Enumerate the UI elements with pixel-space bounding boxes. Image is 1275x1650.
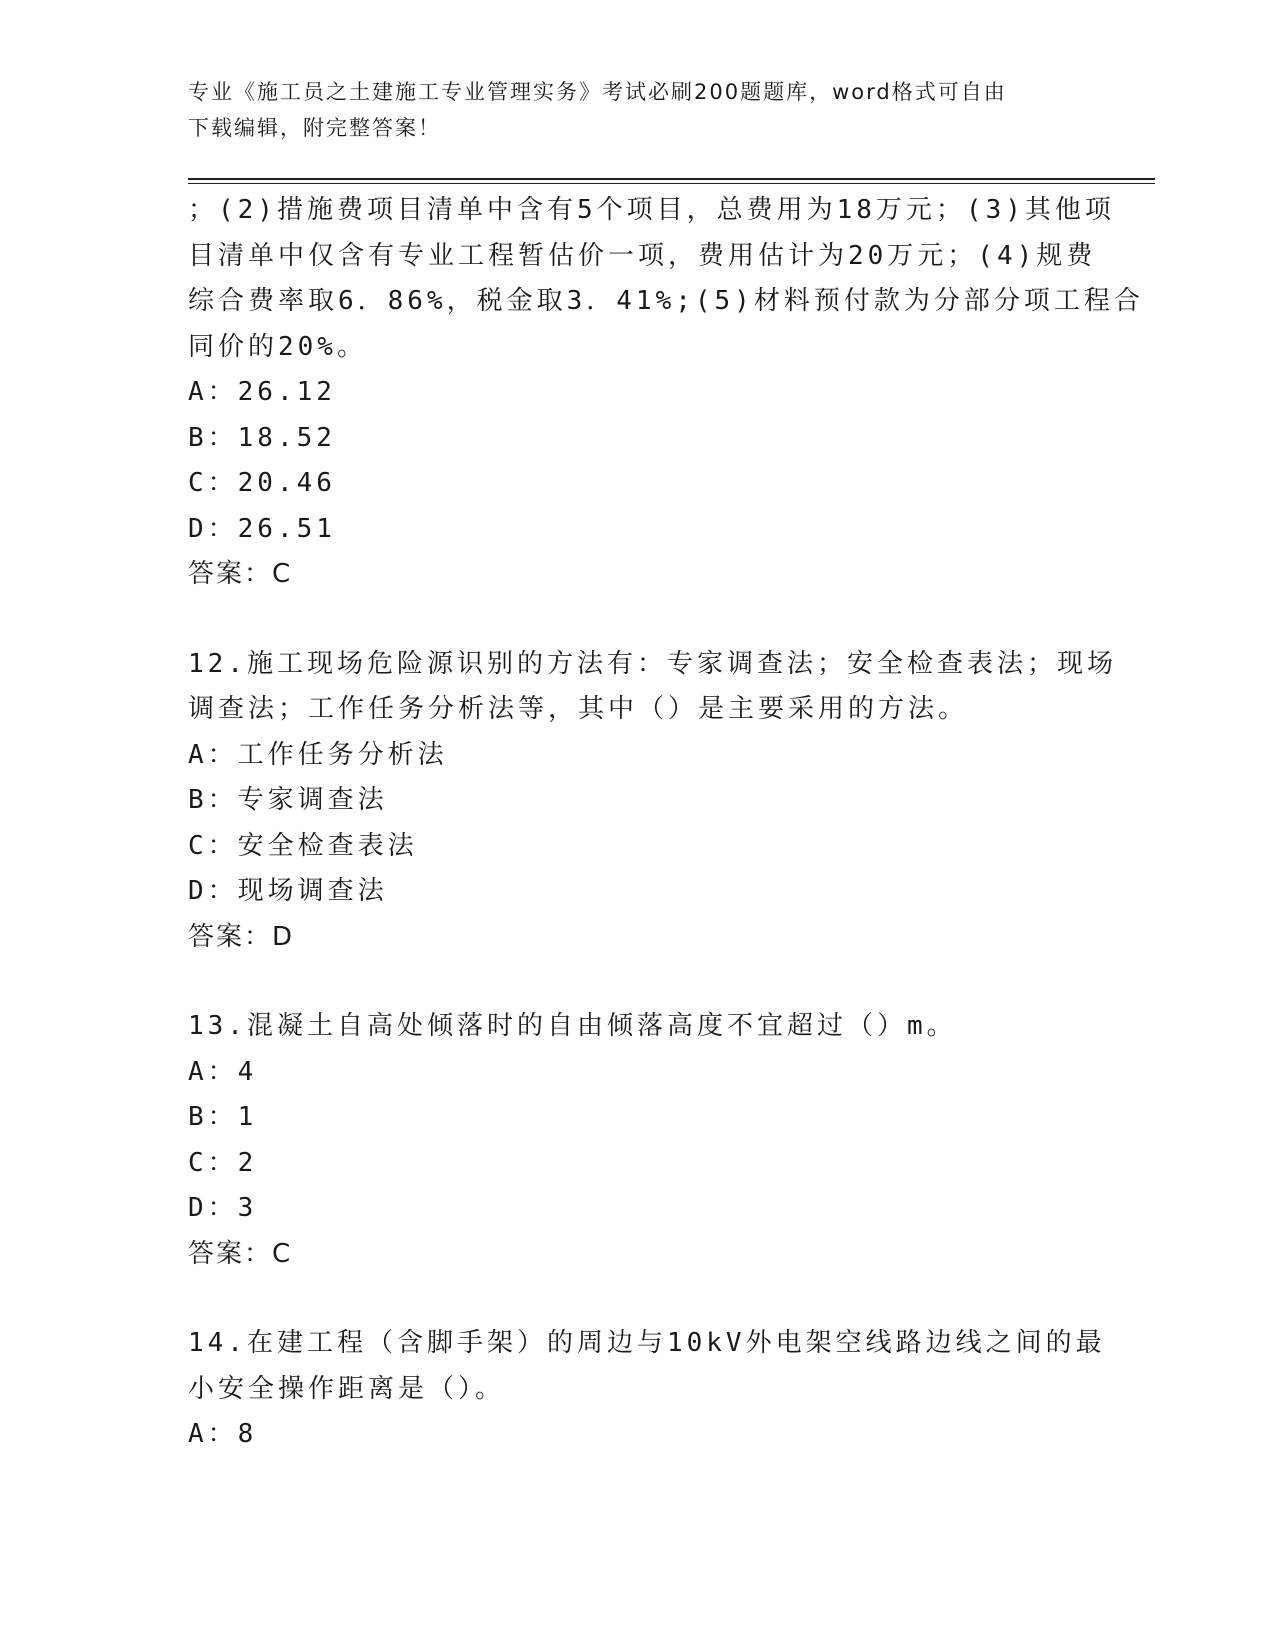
- question-stem-line: 12.施工现场危险源识别的方法有：专家调查法；安全检查表法；现场: [188, 648, 1117, 679]
- option-a: A：工作任务分析法: [188, 739, 448, 770]
- answer-line: 答案：C: [188, 559, 293, 589]
- option-a: A：8: [188, 1419, 258, 1449]
- question-stem-line: 综合费率取6．86%，税金取3．41%;(5)材料预付款为分部分项工程合: [188, 286, 1144, 316]
- question-12: [188, 642, 1117, 961]
- option-d: D：3: [188, 1193, 258, 1223]
- document-header: [188, 74, 1068, 146]
- question-spacer: [188, 960, 1088, 1004]
- header-divider-thick: [188, 178, 1155, 180]
- option-a: A：4: [188, 1056, 258, 1087]
- question-stem-line: 目清单中仅含有专业工程暂估价一项，费用估计为20万元；(4)规费: [188, 240, 1097, 271]
- question-stem-line: 14.在建工程（含脚手架）的周边与10kV外电架空线路边线之间的最: [188, 1328, 1106, 1358]
- question-stem-line: 调查法；工作任务分析法等，其中（）是主要采用的方法。: [188, 694, 969, 724]
- question-stem-line: ；(2)措施费项目清单中含有5个项目，总费用为18万元；(3)其他项: [188, 195, 1115, 225]
- header-divider-thin: [188, 183, 1155, 184]
- question-14: [188, 1321, 1106, 1458]
- option-d: D：26.51: [188, 513, 336, 544]
- header-line-1: 专业《施工员之土建施工专业管理实务》考试必刷200题题库，word格式可自由: [188, 80, 1007, 104]
- answer-line: 答案：C: [188, 1238, 293, 1269]
- question-spacer: [188, 1277, 1088, 1321]
- question-stem-line: 小安全操作距离是（）。: [188, 1373, 506, 1404]
- answer-line: 答案：D: [188, 921, 295, 952]
- option-b: B：1: [188, 1102, 258, 1132]
- header-line-2: 下载编辑，附完整答案！: [188, 116, 441, 140]
- option-c: C：20.46: [188, 468, 336, 498]
- option-b: B：专家调查法: [188, 785, 388, 815]
- question-list: [188, 188, 1144, 1458]
- option-d: D：现场调查法: [188, 876, 388, 906]
- option-b: B：18.52: [188, 422, 336, 453]
- option-c: C：2: [188, 1147, 258, 1178]
- question-11: [188, 188, 1144, 598]
- question-13: [188, 1004, 1088, 1277]
- question-spacer: [188, 598, 1088, 642]
- option-a: A：26.12: [188, 377, 336, 407]
- question-stem-line: 13.混凝土自高处倾落时的自由倾落高度不宜超过（）m。: [188, 1011, 957, 1041]
- option-c: C：安全检查表法: [188, 830, 418, 861]
- question-stem-line: 同价的20%。: [188, 331, 367, 362]
